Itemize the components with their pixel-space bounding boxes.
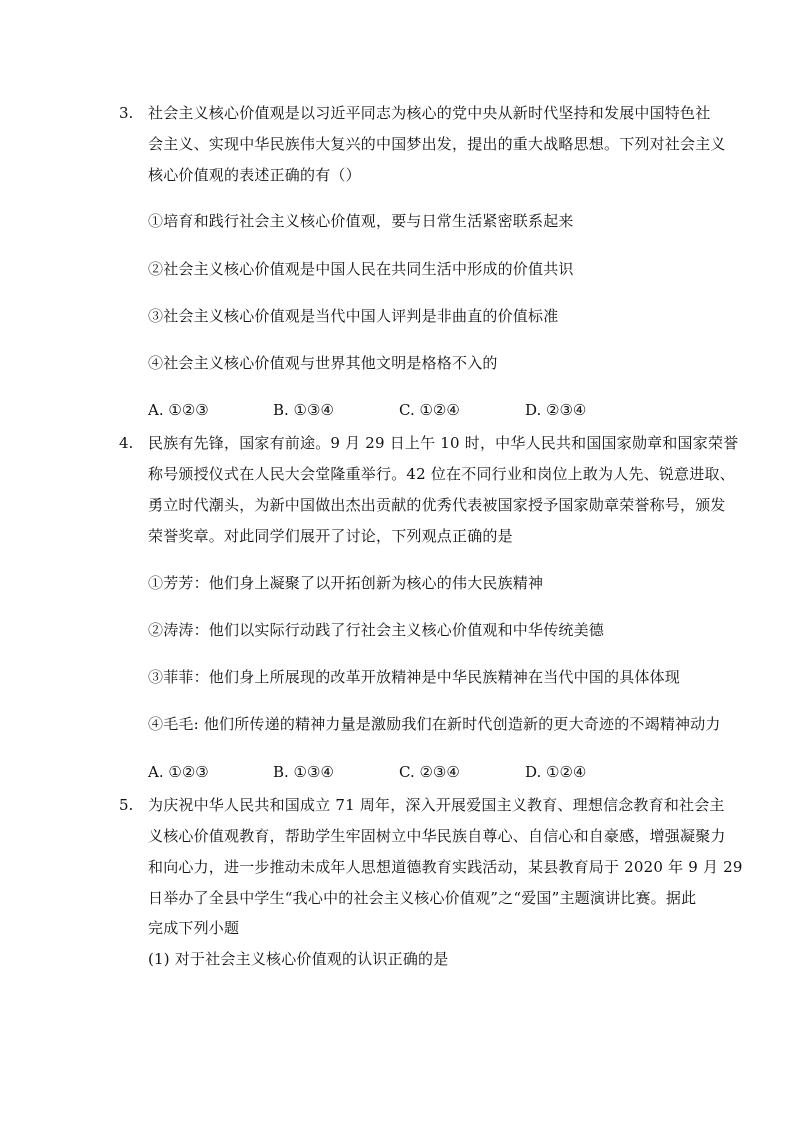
choice-a: A. ①②③ [148, 763, 209, 781]
question-number: 4. [119, 434, 134, 452]
statement-item: ②社会主义核心价值观是中国人民在共同生活中形成的价值共识 [148, 260, 574, 278]
question-stem-line: 和向心力，进一步推动未成年人思想道德教育实践活动，某县教育局于 2020 年 9 月 29 [148, 858, 743, 876]
question-stem-line: 社会主义核心价值观是以习近平同志为核心的党中央从新时代坚持和发展中国特色社 [148, 104, 711, 122]
question-number: 3. [119, 104, 134, 122]
sub-question: (1) 对于社会主义核心价值观的认识正确的是 [148, 950, 449, 968]
choice-c: C. ②③④ [399, 763, 460, 781]
question-stem-line: 称号颁授仪式在人民大会堂隆重举行。42 位在不同行业和岗位上敢为人先、锐意进取、 [148, 465, 735, 483]
question-stem-line: 为庆祝中华人民共和国成立 71 周年，深入开展爱国主义教育、理想信念教育和社会主 [148, 796, 725, 814]
question-stem-line: 荣誉奖章。对此同学们展开了讨论，下列观点正确的是 [148, 527, 513, 545]
question-number: 5. [119, 796, 134, 814]
choice-d: D. ②③④ [525, 401, 587, 419]
question-stem-line: 义核心价值观教育，帮助学生牢固树立中华民族自尊心、自信心和自豪感，增强凝聚力 [148, 827, 726, 845]
question-stem-line: 民族有先锋，国家有前途。9 月 29 日上午 10 时，中华人民共和国国家勋章和国家荣誉 [148, 434, 739, 452]
choice-a: A. ①②③ [148, 401, 209, 419]
choice-b: B. ①③④ [273, 401, 334, 419]
question-stem-line: 勇立时代潮头，为新中国做出杰出贡献的优秀代表被国家授予国家勋章荣誉称号，颁发 [148, 496, 726, 514]
question-stem-line: 日举办了全县中学生“我心中的社会主义核心价值观”之“爱国”主题演讲比赛。据此 [148, 889, 697, 907]
statement-item: ①芳芳：他们身上凝聚了以开拓创新为核心的伟大民族精神 [148, 574, 544, 592]
statement-item: ③菲菲：他们身上所展现的改革开放精神是中华民族精神在当代中国的具体体现 [148, 668, 681, 686]
choice-b: B. ①③④ [273, 763, 334, 781]
statement-item: ③社会主义核心价值观是当代中国人评判是非曲直的价值标准 [148, 307, 559, 325]
question-stem-line: 核心价值观的表述正确的有（） [148, 166, 361, 184]
question-stem-line: 会主义、实现中华民族伟大复兴的中国梦出发，提出的重大战略思想。下列对社会主义 [148, 135, 726, 153]
statement-item: ④社会主义核心价值观与世界其他文明是格格不入的 [148, 354, 498, 372]
choice-d: D. ①②④ [525, 763, 587, 781]
statement-item: ①培育和践行社会主义核心价值观，要与日常生活紧密联系起来 [148, 212, 574, 230]
statement-item: ④毛毛: 他们所传递的精神力量是激励我们在新时代创造新的更大奇迹的不竭精神动力 [148, 715, 721, 733]
choice-c: C. ①②④ [399, 401, 460, 419]
statement-item: ②涛涛：他们以实际行动践了行社会主义核心价值观和中华传统美德 [148, 621, 605, 639]
question-stem-line: 完成下列小题 [148, 919, 240, 937]
